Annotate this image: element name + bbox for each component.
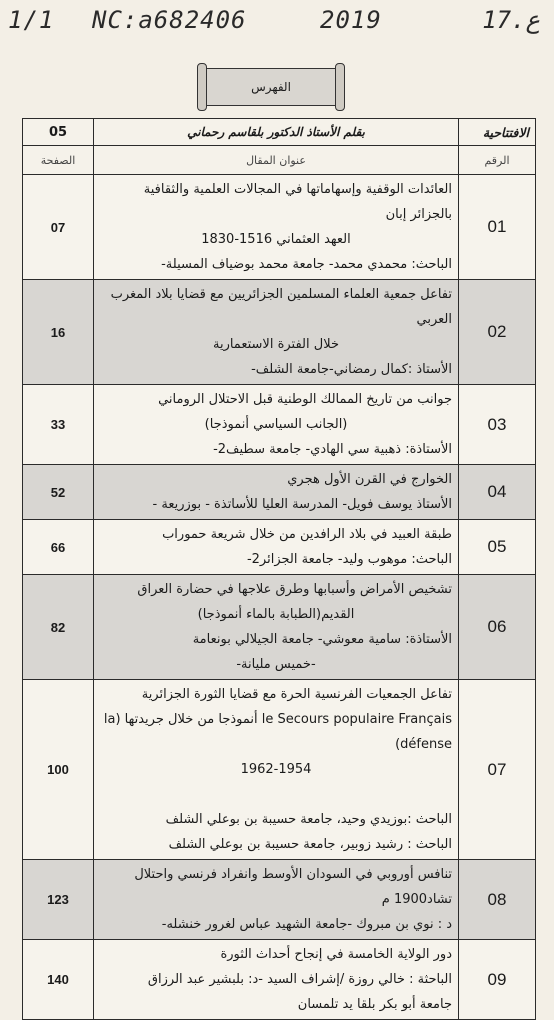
- article-details: [94, 385, 459, 465]
- article-page: 33: [23, 385, 94, 465]
- article-details: [94, 280, 459, 385]
- header-page: الصفحة: [23, 146, 94, 175]
- article-page: 140: [23, 940, 94, 1020]
- article-page: 82: [23, 575, 94, 680]
- article-line: الباحث: محمدي محمد- جامعة محمد بوضياف المسيلة-: [161, 257, 452, 272]
- article-line: د : نوي بن مبروك -جامعة الشهيد عباس لغرور خنشله-: [161, 917, 452, 932]
- article-number: 06: [459, 575, 536, 680]
- article-title: جوانب من تاريخ الممالك الوطنية قبل الاحتلال الروماني: [158, 392, 452, 407]
- article-line: le Secours populaire Français أنموذجا من خلال جريدتها (la défense): [103, 712, 452, 752]
- table-of-contents: [22, 118, 536, 1020]
- article-title: دور الولاية الخامسة في إنجاح أحداث الثورة: [220, 947, 452, 962]
- article-line: (الجانب السياسي أنموذجا): [204, 417, 348, 432]
- article-line: العهد العثماني 1516-1830: [201, 232, 351, 247]
- article-page: 16: [23, 280, 94, 385]
- article-line: الباحث: موهوب وليد- جامعة الجزائر2-: [246, 552, 452, 567]
- article-number: 05: [459, 520, 536, 575]
- handwritten-issue-mark: 17.ع: [482, 6, 540, 34]
- intro-row: [23, 119, 536, 146]
- article-page: 07: [23, 175, 94, 280]
- intro-author: بقلم الأستاذ الدكتور بلقاسم رحماني: [94, 119, 459, 146]
- toc-row: [23, 280, 536, 385]
- handwritten-year: 2019: [320, 6, 382, 34]
- intro-label: الافتتاحية: [459, 119, 536, 146]
- handwritten-catalog-code: NC:a682406: [92, 6, 247, 34]
- article-title: طبقة العبيد في بلاد الرافدين من خلال شريعة حموراب: [162, 527, 452, 542]
- article-line: الأستاذ يوسف فويل- المدرسة العليا للأساتذة - بوزريعة -: [152, 497, 452, 512]
- article-line: -خميس مليانة-: [236, 657, 316, 672]
- article-details: [94, 175, 459, 280]
- article-title: تنافس أوروبي في السودان الأوسط وانفراد فرنسي واحتلال تشاد1900 م: [134, 867, 452, 907]
- article-page: 100: [23, 680, 94, 860]
- article-number: 08: [459, 860, 536, 940]
- article-line: خلال الفترة الاستعمارية: [212, 337, 339, 352]
- handwritten-page-mark: 1/1: [8, 6, 55, 34]
- article-line: القديم(الطبابة بالماء أنموذجا): [197, 607, 355, 622]
- article-number: 03: [459, 385, 536, 465]
- page-title-banner: [204, 68, 338, 106]
- article-details: [94, 940, 459, 1020]
- article-line: 1962-1954: [240, 762, 312, 777]
- article-number: 01: [459, 175, 536, 280]
- article-line: جامعة أبو بكر بلقا يد تلمسان: [297, 997, 452, 1012]
- article-line: الباحث :بوزيدي وحيد، جامعة حسيبة بن بوعلي الشلف: [165, 812, 452, 827]
- toc-row: [23, 575, 536, 680]
- toc-rows: [23, 175, 536, 1020]
- article-details: [94, 465, 459, 520]
- header-row: [23, 146, 536, 175]
- article-page: 66: [23, 520, 94, 575]
- toc-row: [23, 680, 536, 860]
- article-number: 07: [459, 680, 536, 860]
- article-title: الخوارج في القرن الأول هجري: [287, 472, 452, 487]
- article-details: [94, 520, 459, 575]
- article-line: الأستاذة: ذهبية سي الهادي- جامعة سطيف2-: [213, 442, 452, 457]
- toc-row: [23, 940, 536, 1020]
- article-number: 09: [459, 940, 536, 1020]
- article-line: الباحث : رشيد زوبير، جامعة حسيبة بن بوعلي الشلف: [168, 837, 452, 852]
- article-title: تفاعل الجمعيات الفرنسية الحرة مع قضايا الثورة الجزائرية: [141, 687, 452, 702]
- intro-page: 05: [23, 119, 94, 146]
- article-number: 04: [459, 465, 536, 520]
- article-number: 02: [459, 280, 536, 385]
- article-details: [94, 575, 459, 680]
- article-title: تشخيص الأمراض وأسبابها وطرق علاجها في حضارة العراق: [137, 582, 452, 597]
- article-line: الأستاذة: سامية معوشي- جامعة الجيلالي بونعامة: [192, 632, 452, 647]
- article-line: [100, 782, 452, 807]
- page-title: الفهرس: [251, 80, 291, 94]
- article-details: [94, 680, 459, 860]
- article-page: 52: [23, 465, 94, 520]
- toc-row: [23, 520, 536, 575]
- header-number: الرقم: [459, 146, 536, 175]
- toc-row: [23, 175, 536, 280]
- article-line: الأستاذ :كمال رمضاني-جامعة الشلف-: [251, 362, 452, 377]
- toc-row: [23, 385, 536, 465]
- article-line: الباحثة : خالي روزة /إشراف السيد -د: بلبشير عبد الرزاق: [147, 972, 452, 987]
- article-page: 123: [23, 860, 94, 940]
- toc-row: [23, 465, 536, 520]
- article-title: العائدات الوقفية وإسهاماتها في المجالات العلمية والثقافية بالجزائر إبان: [143, 182, 452, 222]
- header-title: عنوان المقال: [94, 146, 459, 175]
- article-title: تفاعل جمعية العلماء المسلمين الجزائريين مع قضايا بلاد المغرب العربي: [110, 287, 452, 327]
